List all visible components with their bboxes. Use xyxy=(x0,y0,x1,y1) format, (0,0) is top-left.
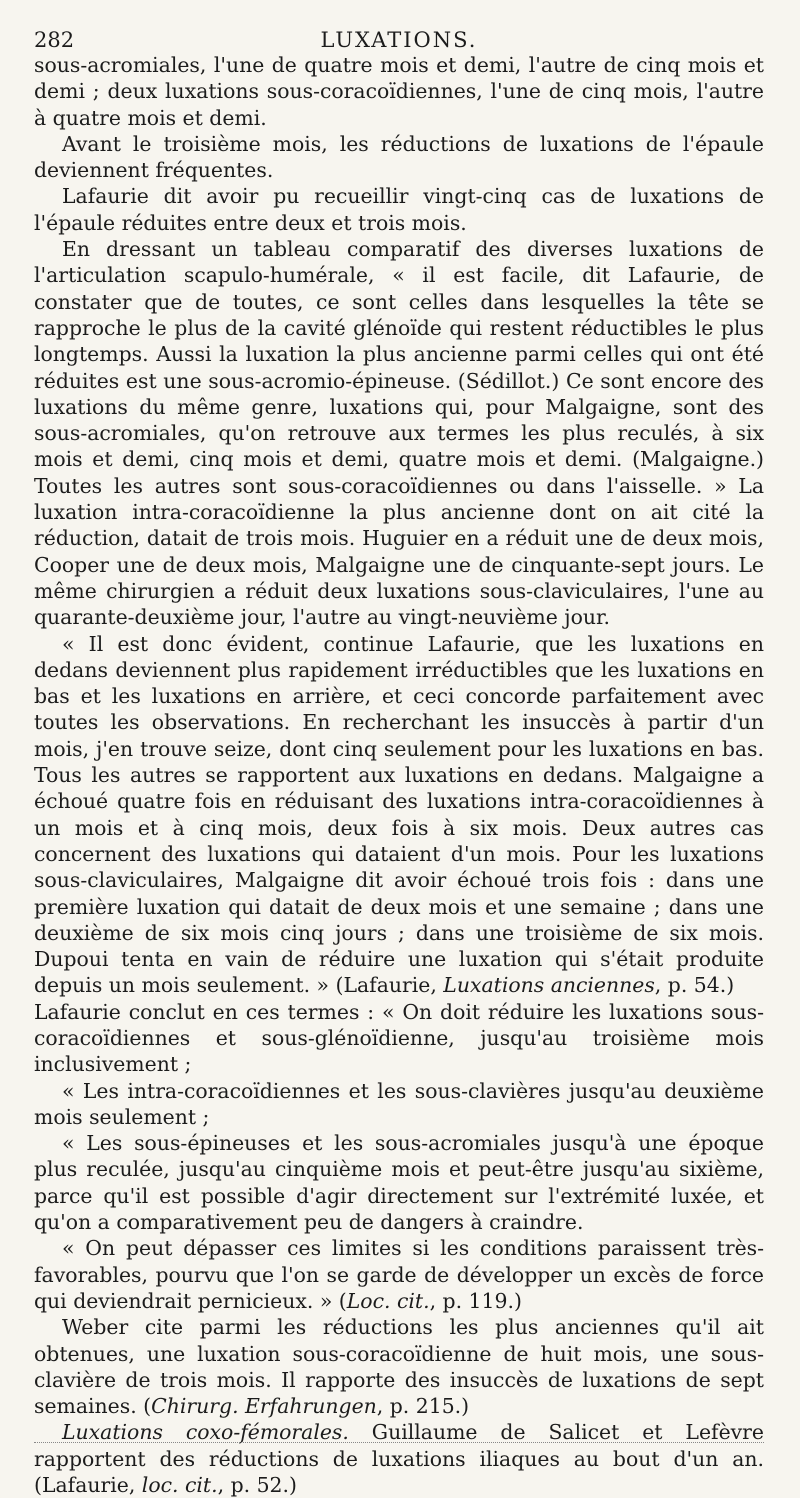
text-run: sous-acromiales, l'une de quatre mois et demi, l'autre de cinq mois et demi ; deux luxations sous-coracoïdiennes, l'une de cinq mois, l'autre à quatre mois et demi. xyxy=(34,53,764,130)
italic-text: Luxations anciennes xyxy=(443,973,655,998)
text-run: , p. 54.) xyxy=(654,973,735,998)
text-run: Avant le troisième mois, les réductions de luxations de l'épaule deviennent fréquentes. xyxy=(34,131,764,183)
text-run: , p. 215.) xyxy=(376,1394,470,1419)
footer-dotted-rule xyxy=(34,1442,764,1443)
text-run: En dressant un tableau comparatif des diverses luxations de l'articulation scapulo-humérale, « il est facile, dit Lafaurie, de constater que de toutes, ce sont celles dans lesquelles la tête se rapproche le plus de la cavité glénoïde qui restent réductibles le plus longtemps. Aussi la luxation la plus ancienne parmi celles qui ont été réduites est une sous-acromio-épineuse. (Sédillot.) Ce sont encore des luxations du même genre, luxations qui, pour Malgaigne, sont des sous-acromiales, qu'on retrouve aux termes les plus reculés, à six mois et demi, cinq mois et demi, quatre mois et demi. (Malgaigne.) Toutes les autres sont sous-coracoïdiennes ou dans l'aisselle. » La luxation intra-coracoïdienne la plus ancienne dont on ait cité la réduction, datait de trois mois. Huguier en a réduit une de deux mois, Cooper une de deux mois, Malgaigne une de cinquante-sept jours. Le même chirurgien a réduit deux luxations sous-claviculaires, l'une au quarante-deuxième jour, l'autre au vingt-neuvième jour. xyxy=(34,237,764,630)
italic-text: Loc. cit. xyxy=(346,1288,430,1313)
italic-text: Luxations coxo-fémorales. xyxy=(62,1420,349,1445)
paragraph xyxy=(34,1419,764,1498)
paragraph xyxy=(34,1314,764,1419)
paragraph xyxy=(34,52,764,131)
paragraph xyxy=(34,999,764,1078)
text-run: , p. 52.) xyxy=(217,1473,297,1498)
text-run: Lafaurie conclut en ces termes : « On doit réduire les luxations sous-coracoïdiennes et sous-glénoïdienne, jusqu'au troisième mois inclusivement ; xyxy=(34,999,764,1077)
text-run: Guillaume de Salicet et Lefèvre rapportent des réductions de luxations iliaques au bout d'un an. (Lafaurie, xyxy=(34,1420,764,1498)
body-text xyxy=(34,52,764,1498)
text-run: Lafaurie dit avoir pu recueillir vingt-cinq cas de luxations de l'épaule réduites entre deux et trois mois. xyxy=(34,184,764,235)
text-run: , p. 119.) xyxy=(429,1288,522,1313)
text-run: « On peut dépasser ces limites si les conditions paraissent très-favorables, pourvu que l'on se garde de développer un excès de force qui deviendrait pernicieux. » ( xyxy=(34,1236,764,1313)
text-run: « Les sous-épineuses et les sous-acromiales jusqu'à une époque plus reculée, jusqu'au cinquième mois et peut-être jusqu'au sixième, parce qu'il est possible d'agir directement sur l'extrémité luxée, et qu'on a comparativement peu de dangers à craindre. xyxy=(34,1131,764,1235)
page-number: 282 xyxy=(34,28,75,52)
paragraph xyxy=(34,131,764,184)
paragraph xyxy=(34,236,764,630)
text-run: Weber cite parmi les réductions les plus anciennes qu'il ait obtenues, une luxation sous-coracoïdienne de huit mois, une sous-clavière de trois mois. Il rapporte des insuccès de luxations de sept semaines. ( xyxy=(34,1315,764,1419)
text-run: « Les intra-coracoïdiennes et les sous-clavières jusqu'au deuxième mois seulement ; xyxy=(34,1078,764,1129)
running-title: LUXATIONS. xyxy=(320,28,478,52)
paragraph xyxy=(34,631,764,999)
paragraph xyxy=(34,183,764,236)
page-header xyxy=(34,22,764,52)
text-run: « Il est donc évident, continue Lafaurie, que les luxations en dedans deviennent plus rapidement irréductibles que les luxations en bas et les luxations en arrière, et ceci concorde parfaitement avec toutes les observations. En recherchant les insuccès à partir d'un mois, j'en trouve seize, dont cinq seulement pour les luxations en bas. Tous les autres se rapportent aux luxations en dedans. Malgaigne a échoué quatre fois en réduisant des luxations intra-coracoïdiennes à un mois et à cinq mois, deux fois à six mois. Deux autres cas concernent des luxations qui dataient d'un mois. Pour les luxations sous-claviculaires, Malgaigne dit avoir échoué trois fois : dans une première luxation qui datait de deux mois et une semaine ; dans une deuxième de six mois cinq jours ; dans une troisième de six mois. Dupoui tenta en vain de réduire une luxation qui s'était produite depuis un mois seulement. » (Lafaurie, xyxy=(34,631,764,998)
italic-text: loc. cit. xyxy=(141,1473,218,1498)
italic-text: Chirurg. Erfahrungen xyxy=(151,1394,377,1419)
paragraph xyxy=(34,1130,764,1235)
paragraph xyxy=(34,1078,764,1131)
paragraph xyxy=(34,1235,764,1314)
